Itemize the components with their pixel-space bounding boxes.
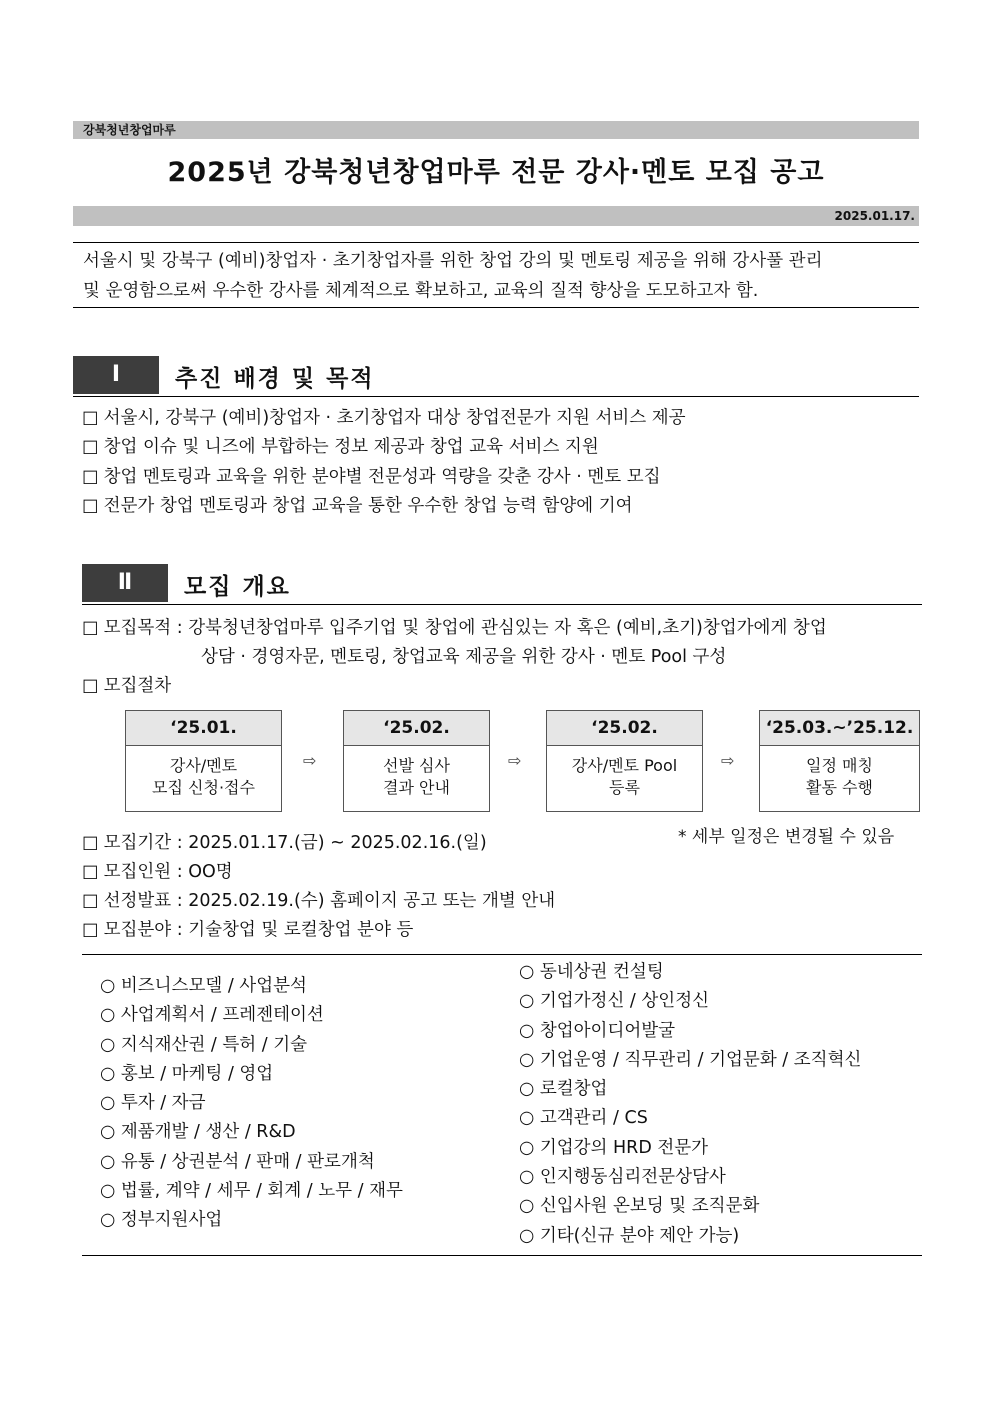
checkbox-icon: □ (82, 891, 99, 911)
arrow-right-icon: ⇨ (508, 751, 522, 770)
list-item: ○ 홍보 / 마케팅 / 영업 (100, 1063, 274, 1084)
list-item: ○ 정부지원사업 (100, 1210, 223, 1231)
purpose-line-2: 상담 · 경영자문, 멘토링, 창업교육 제공을 위한 강사 · 멘토 Pool 구성 (201, 647, 727, 667)
checkbox-icon: □ (82, 618, 99, 638)
list-item: ○ 제품개발 / 생산 / R&D (100, 1122, 296, 1143)
checkbox-icon: □ (82, 833, 99, 853)
fields-table (82, 954, 922, 1256)
flow-step-3: ‘25.02. 강사/멘토 Pool 등록 (546, 710, 703, 812)
intro-line-2: 및 운영함으로써 우수한 강사를 체계적으로 확보하고, 교육의 질적 향상을 도모하고자 함. (83, 281, 759, 301)
org-header-bar (73, 121, 919, 139)
list-item: ○ 법률, 계약 / 세무 / 회계 / 노무 / 재무 (100, 1181, 403, 1202)
section-2-divider (82, 604, 922, 605)
recruit-fields-label: □ 모집분야 : 기술창업 및 로컬창업 분야 등 (82, 920, 414, 940)
recruit-headcount: □ 모집인원 : OO명 (82, 862, 233, 882)
section-1-item: □ 서울시, 강북구 (예비)창업자 · 초기창업자 대상 창업전문가 지원 서비스 제공 (82, 408, 686, 428)
list-item: ○ 지식재산권 / 특허 / 기술 (100, 1034, 308, 1055)
fields-left-column (100, 972, 403, 1236)
checkbox-icon: □ (82, 920, 99, 940)
checkbox-icon: □ (82, 496, 99, 516)
notice-date: 2025.01.17. (834, 209, 915, 223)
list-item: ○ 신입사원 온보딩 및 조직문화 (519, 1196, 760, 1217)
list-item: ○ 로컬창업 (519, 1079, 608, 1100)
fields-right-column (519, 958, 861, 1251)
section-1-item: □ 창업 이슈 및 니즈에 부합하는 정보 제공과 창업 교육 서비스 지원 (82, 437, 599, 457)
list-item: ○ 동네상권 컨설팅 (519, 962, 664, 982)
list-item: ○ 창업아이디어발굴 (519, 1020, 676, 1041)
list-item: ○ 투자 / 자금 (100, 1093, 206, 1114)
section-1-title: 추진 배경 및 목적 (175, 366, 375, 392)
section-1-item: □ 창업 멘토링과 교육을 위한 분야별 전문성과 역량을 갖춘 강사 · 멘토 모집 (82, 467, 661, 487)
section-2-title: 모집 개요 (184, 574, 291, 600)
checkbox-icon: □ (82, 408, 99, 428)
list-item: ○ 기업강의 HRD 전문가 (519, 1137, 709, 1158)
section-2-number: Ⅱ (82, 564, 168, 602)
flow-step-date: ‘25.02. (344, 711, 489, 746)
checkbox-icon: □ (82, 676, 99, 696)
flow-step-date: ‘25.03.~’25.12. (760, 711, 919, 746)
procedure-label: □ 모집절차 (82, 676, 172, 696)
list-item: ○ 기업운영 / 직무관리 / 기업문화 / 조직혁신 (519, 1049, 862, 1070)
section-1-number: Ⅰ (73, 356, 159, 394)
checkbox-icon: □ (82, 437, 99, 457)
section-1-item: □ 전문가 창업 멘토링과 창업 교육을 통한 우수한 창업 능력 함양에 기여 (82, 496, 633, 516)
list-item: ○ 기업가정신 / 상인정신 (519, 991, 709, 1012)
org-name: 강북청년창업마루 (83, 123, 176, 137)
list-item: ○ 기타(신규 분야 제안 가능) (519, 1225, 740, 1246)
list-item: ○ 사업계획서 / 프레젠테이션 (100, 1005, 324, 1026)
purpose-line-1: □ 모집목적 : 강북청년창업마루 입주기업 및 창업에 관심있는 자 혹은 (예비,초기)창업가에게 창업 (82, 618, 827, 638)
schedule-note: * 세부 일정은 변경될 수 있음 (678, 827, 895, 847)
list-item: ○ 고객관리 / CS (519, 1108, 648, 1129)
list-item: ○ 유통 / 상권분석 / 판매 / 판로개척 (100, 1151, 375, 1172)
flow-step-2: ‘25.02. 선발 심사 결과 안내 (343, 710, 490, 812)
selection-announce: □ 선정발표 : 2025.02.19.(수) 홈페이지 공고 또는 개별 안내 (82, 891, 556, 911)
page-title: 2025년 강북청년창업마루 전문 강사·멘토 모집 공고 (167, 157, 825, 188)
flow-step-date: ‘25.02. (547, 711, 702, 746)
section-1-divider (73, 396, 919, 397)
arrow-right-icon: ⇨ (721, 751, 735, 770)
flow-step-1: ‘25.01. 강사/멘토 모집 신청·접수 (125, 710, 282, 812)
intro-line-1: 서울시 및 강북구 (예비)창업자 · 초기창업자를 위한 창업 강의 및 멘토링 제공을 위해 강사풀 관리 (83, 251, 823, 271)
checkbox-icon: □ (82, 862, 99, 882)
list-item: ○ 인지행동심리전문상담사 (519, 1167, 726, 1188)
recruit-period: □ 모집기간 : 2025.01.17.(금) ~ 2025.02.16.(일) (82, 833, 487, 853)
date-bar (73, 206, 919, 226)
checkbox-icon: □ (82, 467, 99, 487)
flow-step-date: ‘25.01. (126, 711, 281, 746)
flow-step-4: ‘25.03.~’25.12. 일정 매칭 활동 수행 (759, 710, 920, 812)
arrow-right-icon: ⇨ (303, 751, 317, 770)
list-item: ○ 비즈니스모델 / 사업분석 (100, 976, 307, 996)
intro-box (73, 242, 919, 308)
